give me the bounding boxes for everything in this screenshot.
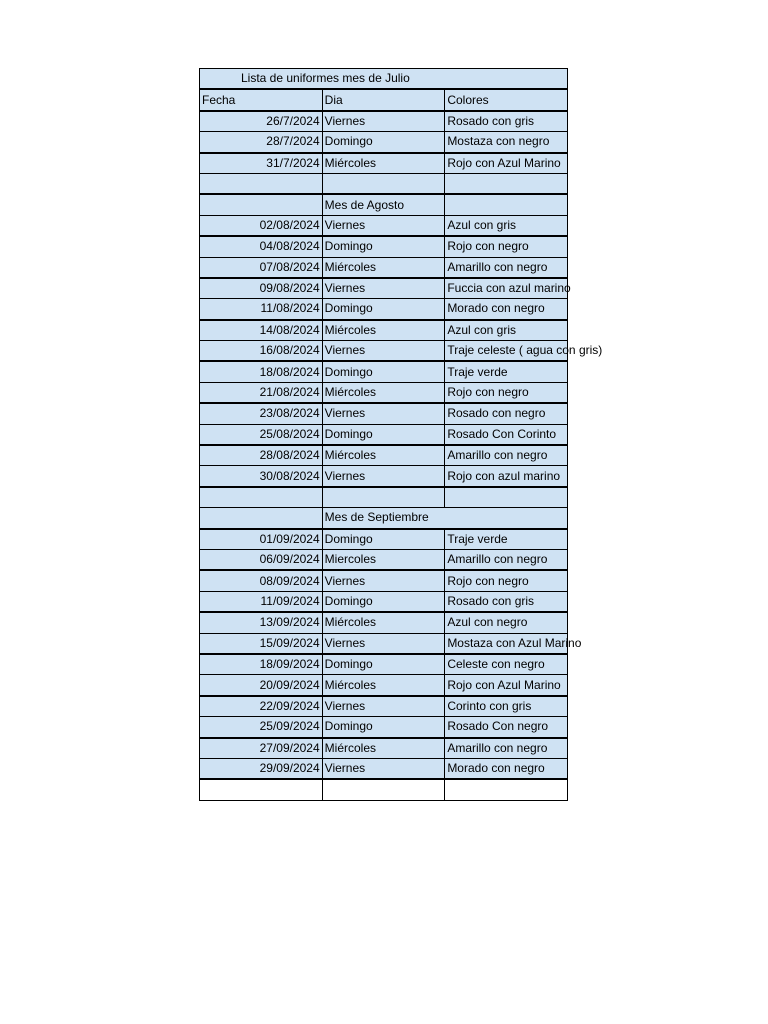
cell-dia[interactable]: Domingo [322, 654, 445, 675]
cell-colores[interactable] [445, 173, 568, 194]
cell-fecha[interactable]: 21/08/2024 [200, 382, 323, 403]
cell-colores[interactable]: Corinto con gris [445, 696, 568, 717]
cell-fecha[interactable]: 25/09/2024 [200, 717, 323, 738]
table-row [200, 153, 568, 174]
cell-colores[interactable]: Rosado con negro [445, 403, 568, 424]
cell-dia[interactable]: Domingo [322, 132, 445, 153]
cell-dia[interactable] [322, 779, 445, 800]
table-row [200, 549, 568, 570]
table-row [200, 612, 568, 633]
cell-dia[interactable]: Viernes [322, 466, 445, 487]
cell-colores[interactable]: Rojo con negro [445, 236, 568, 257]
cell-fecha[interactable]: 14/08/2024 [200, 320, 323, 341]
cell-dia[interactable]: Viernes [322, 403, 445, 424]
table-row [200, 361, 568, 382]
cell-dia[interactable]: Domingo [322, 717, 445, 738]
cell-fecha[interactable]: 07/08/2024 [200, 257, 323, 278]
cell-colores[interactable] [445, 508, 568, 529]
cell-fecha[interactable]: 22/09/2024 [200, 696, 323, 717]
cell-fecha[interactable] [200, 194, 323, 215]
table-row [200, 696, 568, 717]
cell-dia[interactable]: Viernes [322, 111, 445, 132]
cell-colores[interactable]: Amarillo con negro [445, 445, 568, 466]
cell-dia[interactable]: Miércoles [322, 382, 445, 403]
month-label-septiembre-row [200, 508, 568, 529]
header-dia[interactable]: Dia [322, 89, 445, 110]
table-row [200, 278, 568, 299]
cell-dia[interactable] [322, 173, 445, 194]
cell-fecha[interactable]: 28/08/2024 [200, 445, 323, 466]
table-row [200, 591, 568, 612]
cell-fecha[interactable]: 29/09/2024 [200, 758, 323, 779]
cell-dia[interactable]: Domingo [322, 591, 445, 612]
cell-dia[interactable]: Miércoles [322, 153, 445, 174]
cell-colores[interactable]: Rojo con Azul Marino [445, 153, 568, 174]
cell-colores[interactable] [445, 779, 568, 800]
cell-dia[interactable]: Miércoles [322, 612, 445, 633]
cell-dia[interactable]: Domingo [322, 361, 445, 382]
cell-dia[interactable]: Miércoles [322, 675, 445, 696]
blank-row [200, 173, 568, 194]
cell-dia[interactable]: Miércoles [322, 445, 445, 466]
cell-colores[interactable]: Rosado con gris [445, 591, 568, 612]
table-row [200, 633, 568, 654]
cell-fecha[interactable]: 15/09/2024 [200, 633, 323, 654]
cell-dia[interactable]: Miércoles [322, 257, 445, 278]
cell-colores[interactable]: Rojo con azul marino [445, 466, 568, 487]
cell-fecha[interactable]: 11/08/2024 [200, 299, 323, 320]
table-row [200, 758, 568, 779]
cell-colores[interactable]: Azul con gris [445, 320, 568, 341]
cell-fecha[interactable]: 27/09/2024 [200, 738, 323, 759]
cell-fecha[interactable]: 02/08/2024 [200, 215, 323, 236]
cell-colores[interactable]: Morado con negro [445, 299, 568, 320]
cell-fecha[interactable]: 06/09/2024 [200, 549, 323, 570]
cell-dia[interactable]: Viernes [322, 758, 445, 779]
cell-colores[interactable]: Mostaza con negro [445, 132, 568, 153]
cell-colores[interactable]: Traje celeste ( agua con gris) [445, 341, 568, 362]
month-label-septiembre[interactable]: Mes de Septiembre [322, 508, 445, 529]
cell-fecha[interactable]: 28/7/2024 [200, 132, 323, 153]
uniform-schedule-table [199, 68, 603, 801]
table-row [200, 738, 568, 759]
cell-fecha[interactable]: 13/09/2024 [200, 612, 323, 633]
cell-dia[interactable]: Domingo [322, 236, 445, 257]
cell-colores[interactable] [445, 194, 568, 215]
cell-dia[interactable]: Miércoles [322, 738, 445, 759]
table-row [200, 132, 568, 153]
cell-dia[interactable]: Viernes [322, 341, 445, 362]
cell-dia[interactable]: Miércoles [322, 320, 445, 341]
cell-fecha[interactable]: 30/08/2024 [200, 466, 323, 487]
header-fecha[interactable]: Fecha [200, 89, 323, 110]
cell-colores[interactable]: Rosado Con negro [445, 717, 568, 738]
table-row [200, 403, 568, 424]
table-row [200, 466, 568, 487]
table-row [200, 424, 568, 445]
cell-fecha[interactable]: 08/09/2024 [200, 570, 323, 591]
header-colores[interactable]: Colores [445, 89, 568, 110]
cell-dia[interactable]: Viernes [322, 215, 445, 236]
cell-fecha[interactable]: 20/09/2024 [200, 675, 323, 696]
month-label-agosto[interactable]: Mes de Agosto [322, 194, 445, 215]
cell-colores[interactable]: Rojo con negro [445, 382, 568, 403]
cell-colores[interactable]: Azul con gris [445, 215, 568, 236]
title-row [200, 69, 568, 90]
table-row [200, 341, 568, 362]
cell-colores[interactable]: Traje verde [445, 361, 568, 382]
table-row [200, 445, 568, 466]
cell-colores[interactable] [445, 487, 568, 508]
cell-colores[interactable]: Amarillo con negro [445, 738, 568, 759]
table-body [200, 69, 603, 801]
cell-colores[interactable]: Fuccia con azul marino [445, 278, 568, 299]
cell-colores[interactable]: Rosado Con Corinto [445, 424, 568, 445]
table-row [200, 111, 568, 132]
cell-dia[interactable] [322, 487, 445, 508]
cell-fecha[interactable]: 25/08/2024 [200, 424, 323, 445]
cell-colores[interactable]: Amarillo con negro [445, 257, 568, 278]
table-row [200, 717, 568, 738]
cell-dia[interactable]: Domingo [322, 424, 445, 445]
cell-fecha[interactable] [200, 173, 323, 194]
header-row [200, 89, 568, 110]
cell-dia[interactable]: Viernes [322, 633, 445, 654]
cell-dia[interactable]: Viernes [322, 570, 445, 591]
cell-fecha[interactable]: 11/09/2024 [200, 591, 323, 612]
cell-colores[interactable]: Rosado con gris [445, 111, 568, 132]
cell-fecha[interactable] [200, 779, 323, 800]
table-row [200, 382, 568, 403]
cell-fecha[interactable]: 31/7/2024 [200, 153, 323, 174]
table-row [200, 675, 568, 696]
blank-row [200, 487, 568, 508]
cell-colores[interactable]: Amarillo con negro [445, 549, 568, 570]
table-row [200, 299, 568, 320]
cell-colores[interactable]: Mostaza con Azul Marino [445, 633, 568, 654]
cell-fecha[interactable]: 16/08/2024 [200, 341, 323, 362]
cell-dia[interactable]: Viernes [322, 278, 445, 299]
cell-dia[interactable]: Domingo [322, 299, 445, 320]
table-row [200, 529, 568, 550]
cell-fecha[interactable]: 18/09/2024 [200, 654, 323, 675]
cell-colores[interactable]: Rojo con Azul Marino [445, 675, 568, 696]
cell-fecha[interactable] [200, 508, 323, 529]
cell-fecha[interactable]: 04/08/2024 [200, 236, 323, 257]
table-row [200, 236, 568, 257]
cell-colores[interactable]: Azul con negro [445, 612, 568, 633]
cell-colores[interactable]: Traje verde [445, 529, 568, 550]
cell-fecha[interactable] [200, 487, 323, 508]
blank-row [200, 779, 568, 800]
cell-colores[interactable]: Rojo con negro [445, 570, 568, 591]
table-row [200, 320, 568, 341]
cell-fecha[interactable]: 09/08/2024 [200, 278, 323, 299]
table-row [200, 654, 568, 675]
cell-fecha[interactable]: 23/08/2024 [200, 403, 323, 424]
table-row [200, 257, 568, 278]
cell-fecha[interactable]: 18/08/2024 [200, 361, 323, 382]
table-row [200, 215, 568, 236]
cell-fecha[interactable]: 01/09/2024 [200, 529, 323, 550]
cell-dia[interactable]: Domingo [322, 529, 445, 550]
cell-dia[interactable]: Viernes [322, 696, 445, 717]
table-row [200, 570, 568, 591]
cell-colores[interactable]: Celeste con negro [445, 654, 568, 675]
month-label-agosto-row [200, 194, 568, 215]
cell-fecha[interactable]: 26/7/2024 [200, 111, 323, 132]
cell-dia[interactable]: Miercoles [322, 549, 445, 570]
cell-colores[interactable]: Morado con negro [445, 758, 568, 779]
table-title[interactable]: Lista de uniformes mes de Julio [200, 69, 568, 90]
